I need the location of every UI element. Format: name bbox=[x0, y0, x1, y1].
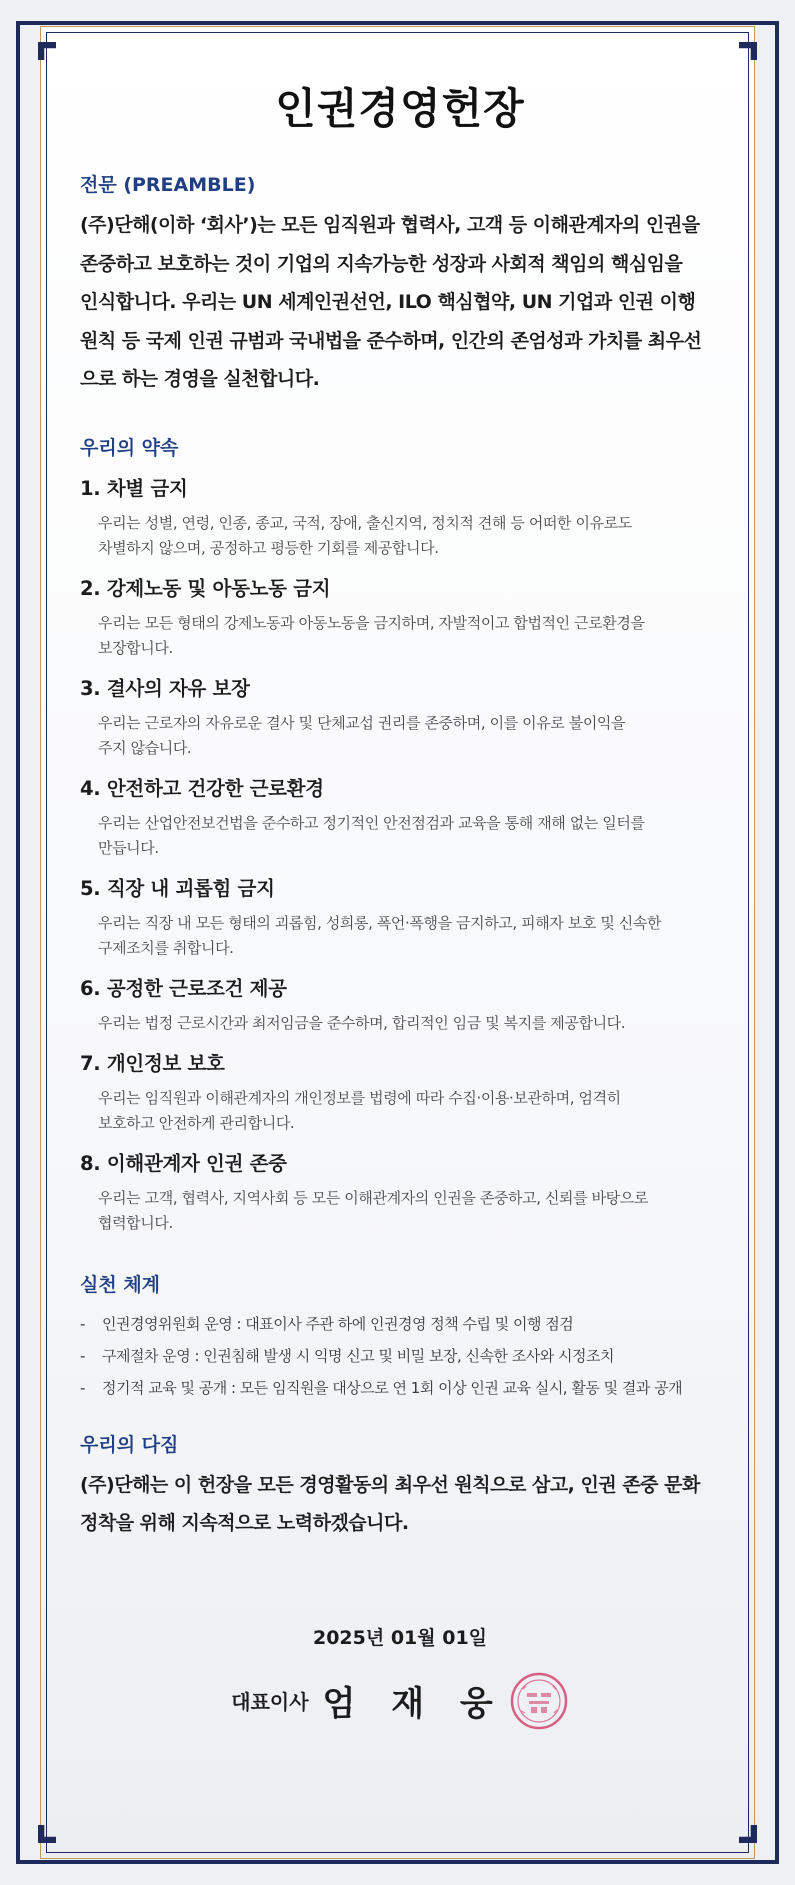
promise-line: 우리는 임직원과 이해관계자의 개인정보를 법령에 따라 수집·이용·보관하며, 엄격히 bbox=[98, 1088, 621, 1107]
promise-item bbox=[80, 575, 720, 661]
promise-body bbox=[98, 1086, 720, 1136]
preamble-line: 인식합니다. 우리는 UN 세계인권선언, ILO 핵심협약, UN 기업과 인권 이행 bbox=[80, 291, 696, 313]
promise-line: 우리는 근로자의 자유로운 결사 및 단체교섭 권리를 존중하며, 이를 이유로 불이익을 bbox=[98, 713, 626, 732]
promise-body bbox=[98, 811, 720, 861]
promise-item bbox=[80, 875, 720, 961]
pledge-text bbox=[80, 1466, 720, 1543]
promise-line: 협력합니다. bbox=[98, 1213, 173, 1232]
dash-bullet: - bbox=[80, 1378, 85, 1397]
red-seal-icon bbox=[509, 1671, 569, 1731]
preamble-line: 존중하고 보호하는 것이 기업의 지속가능한 성장과 사회적 책임의 핵심임을 bbox=[80, 252, 683, 275]
practice-heading: 실천 체계 bbox=[80, 1273, 161, 1296]
promise-body bbox=[98, 1186, 720, 1236]
promise-line: 우리는 모든 형태의 강제노동과 아동노동을 금지하며, 자발적이고 합법적인 근로환경을 bbox=[98, 613, 645, 632]
preamble-heading: 전문 (PREAMBLE) bbox=[80, 174, 256, 196]
preamble-line: 으로 하는 경영을 실천합니다. bbox=[80, 368, 320, 390]
promise-title: 4. 안전하고 건강한 근로환경 bbox=[80, 776, 324, 800]
promise-title: 2. 강제노동 및 아동노동 금지 bbox=[80, 576, 331, 600]
practice-list bbox=[80, 1308, 720, 1404]
pledge-line: (주)단해는 이 헌장을 모든 경영활동의 최우선 원칙으로 삼고, 인권 존중 문화 bbox=[80, 1473, 700, 1496]
preamble-section bbox=[80, 172, 720, 399]
promise-body bbox=[98, 511, 720, 561]
charter-content bbox=[80, 80, 720, 1731]
dash-bullet: - bbox=[80, 1314, 85, 1333]
promises-section bbox=[80, 435, 720, 1236]
promise-item bbox=[80, 475, 720, 561]
preamble-line: (주)단해(이하 ‘회사’)는 모든 임직원과 협력사, 고객 등 이해관계자의 인권을 bbox=[80, 214, 700, 236]
promise-line: 주지 않습니다. bbox=[98, 738, 192, 757]
promise-line: 보장합니다. bbox=[98, 638, 173, 657]
pledge-line: 정착을 위해 지속적으로 노력하겠습니다. bbox=[80, 1512, 409, 1534]
pledge-heading: 우리의 다짐 bbox=[80, 1433, 179, 1456]
promise-line: 보호하고 안전하게 관리합니다. bbox=[98, 1113, 295, 1132]
promise-item bbox=[80, 1050, 720, 1136]
promise-body bbox=[98, 611, 720, 661]
promise-item bbox=[80, 675, 720, 761]
promise-line: 우리는 법정 근로시간과 최저임금을 준수하며, 합리적인 임금 및 복지를 제공합니다. bbox=[98, 1013, 626, 1032]
promise-item bbox=[80, 1150, 720, 1236]
promise-title: 1. 차별 금지 bbox=[80, 476, 188, 500]
promise-line: 우리는 고객, 협력사, 지역사회 등 모든 이해관계자의 인권을 존중하고, 신뢰를 바탕으로 bbox=[98, 1188, 648, 1207]
promises-heading: 우리의 약속 bbox=[80, 436, 179, 459]
list-item bbox=[80, 1372, 720, 1404]
promise-title: 3. 결사의 자유 보장 bbox=[80, 676, 250, 700]
practice-text: 정기적 교육 및 공개 : 모든 임직원을 대상으로 연 1회 이상 인권 교육 실시, 활동 및 결과 공개 bbox=[102, 1378, 683, 1397]
pledge-section bbox=[80, 1432, 720, 1543]
promise-line: 우리는 직장 내 모든 형태의 괴롭힘, 성희롱, 폭언·폭행을 금지하고, 피해자 보호 및 신속한 bbox=[98, 913, 662, 932]
promise-item bbox=[80, 975, 720, 1036]
promise-title: 8. 이해관계자 인권 존중 bbox=[80, 1151, 287, 1175]
promise-line: 우리는 산업안전보건법을 준수하고 정기적인 안전점검과 교육을 통해 재해 없는 일터를 bbox=[98, 813, 645, 832]
practice-text: 구제절차 운영 : 인권침해 발생 시 익명 신고 및 비밀 보장, 신속한 조사와 시정조치 bbox=[102, 1346, 614, 1365]
signature-date: 2025년 01월 01일 bbox=[312, 1626, 488, 1649]
signature-row bbox=[80, 1671, 720, 1731]
promise-line: 차별하지 않으며, 공정하고 평등한 기회를 제공합니다. bbox=[98, 538, 439, 557]
signer-role: 대표이사 bbox=[231, 1690, 309, 1714]
practice-section bbox=[80, 1272, 720, 1404]
promise-body bbox=[98, 1011, 720, 1036]
promise-line: 만듭니다. bbox=[98, 838, 159, 857]
list-item bbox=[80, 1308, 720, 1340]
promise-title: 6. 공정한 근로조건 제공 bbox=[80, 976, 287, 1000]
dash-bullet: - bbox=[80, 1346, 85, 1365]
preamble-line: 원칙 등 국제 인권 규범과 국내법을 준수하며, 인간의 존엄성과 가치를 최우선 bbox=[80, 329, 702, 352]
promise-line: 우리는 성별, 연령, 인종, 종교, 국적, 장애, 출신지역, 정치적 견해 등 어떠한 이유로도 bbox=[98, 513, 632, 532]
promise-title: 7. 개인정보 보호 bbox=[80, 1051, 225, 1075]
promise-item bbox=[80, 775, 720, 861]
promise-title: 5. 직장 내 괴롭힘 금지 bbox=[80, 876, 275, 900]
list-item bbox=[80, 1340, 720, 1372]
promise-body bbox=[98, 711, 720, 761]
promise-line: 구제조치를 취합니다. bbox=[98, 938, 234, 957]
signer-name: 엄 재 웅 bbox=[322, 1684, 505, 1724]
document-title: 인권경영헌장 bbox=[275, 84, 525, 133]
preamble-text bbox=[80, 206, 720, 399]
practice-text: 인권경영위원회 운영 : 대표이사 주관 하에 인권경영 정책 수립 및 이행 점검 bbox=[102, 1314, 574, 1333]
promise-body bbox=[98, 911, 720, 961]
